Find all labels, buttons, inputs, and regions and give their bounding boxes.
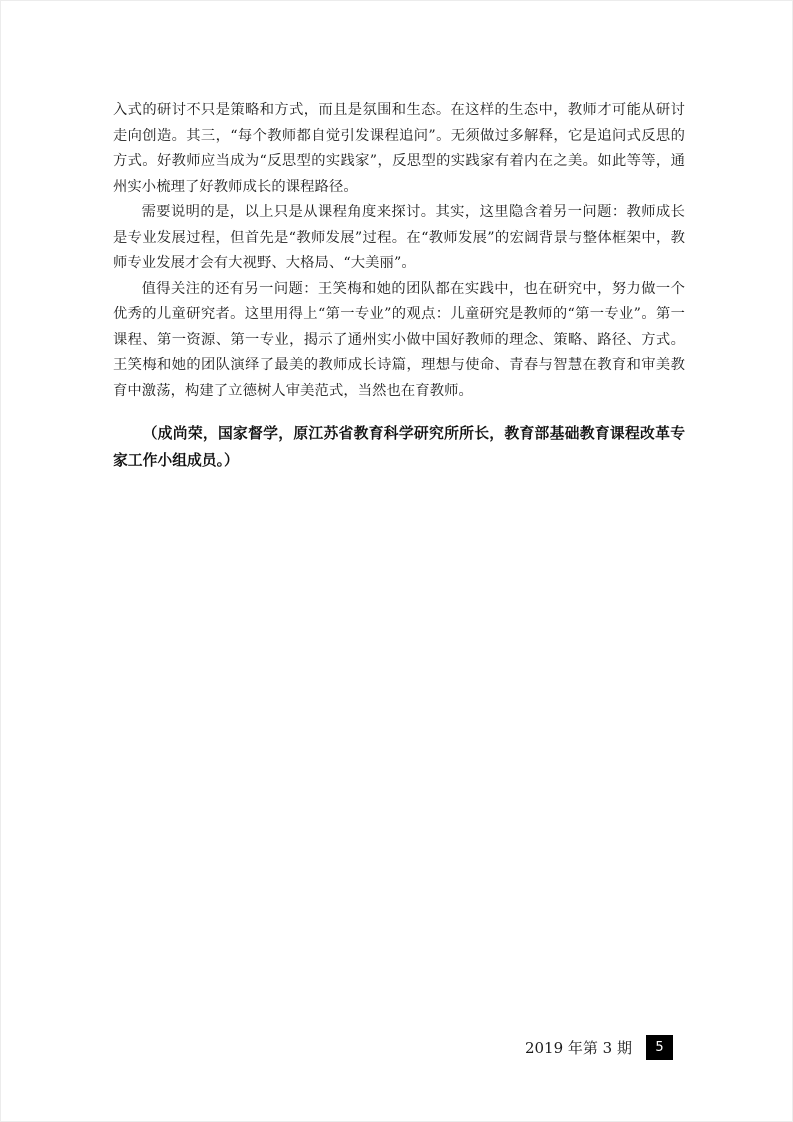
body-paragraph-2: 需要说明的是，以上只是从课程角度来探讨。其实，这里隐含着另一问题：教师成长是专业发展过程，但首先是“教师发展”过程。在“教师发展”的宏阔背景与整体框架中，教师专业发展才会有大视野、大格局、“大美丽”。 [113, 204, 685, 271]
issue-label: 2019 年第 3 期 [524, 1039, 632, 1057]
article-body [113, 98, 685, 474]
body-paragraph-3: 值得关注的还有另一问题：王笑梅和她的团队都在实践中，也在研究中，努力做一个优秀的儿童研究者。这里用得上“第一专业”的观点：儿童研究是教师的“第一专业”。第一课程、第一资源、第一专业，揭示了通州实小做中国好教师的理念、策略、路径、方式。王笑梅和她的团队演绎了最美的教师成长诗篇，理想与使命、青春与智慧在教育和审美教育中激荡，构建了立德树人审美范式，当然也在育教师。 [113, 280, 685, 399]
page-footer [525, 1035, 673, 1060]
body-paragraph-1: 入式的研讨不只是策略和方式，而且是氛围和生态。在这样的生态中，教师才可能从研讨走向创造。其三，“每个教师都自觉引发课程追问”。无须做过多解释，它是追问式反思的方式。好教师应当成为“反思型的实践家”，反思型的实践家有着内在之美。如此等等，通州实小梳理了好教师成长的课程路径。 [113, 102, 685, 195]
author-attribution: （成尚荣，国家督学，原江苏省教育科学研究所所长，教育部基础教育课程改革专家工作小组成员。） [113, 425, 685, 469]
page-number-badge: 5 [646, 1035, 673, 1060]
